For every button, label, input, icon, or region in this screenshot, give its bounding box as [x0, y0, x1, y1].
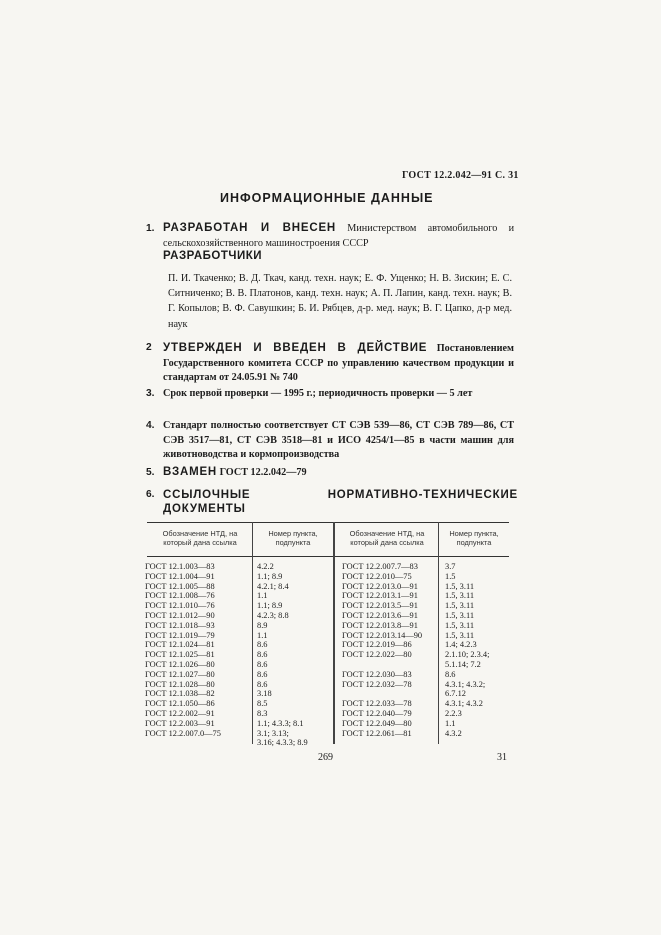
developers-list: П. И. Ткаченко; В. Д. Ткач, канд. техн. наук; Е. Ф. Ущенко; Н. В. Зискин; Е. С. Ситниченко; В. В. Платонов, канд. техн. наук; А. П. Лапин, канд. техн. наук; В. Г. Копылов; В. Ф. Савушкин; Б. И. Рябцев, д-р. мед. наук; В. Г. Цапко, д-р мед. наук	[168, 273, 512, 330]
section-2-number: 2	[146, 342, 152, 353]
section-2-text: Постановлением Государственного комитета СССР по управлению качеством продукции и стандартам от 24.05.91 № 740	[163, 343, 514, 383]
section-4-text: Стандарт полностью соответствует СТ СЭВ 539—86, СТ СЭВ 789—86, СТ СЭВ 3517—81, СТ СЭВ 3518—81 и ИСО 4254/1—85 в части машин для животноводства и кормопроизводства	[163, 420, 514, 461]
section-3-text: Срок первой проверки — 1995 г.; периодичность проверки — 5 лет	[163, 388, 473, 399]
section-5-number: 5.	[146, 467, 155, 478]
page-number-center: 269	[318, 752, 333, 763]
header-right-doc: Обозначение НТД, на который дана ссылка	[349, 529, 425, 547]
section-5-text: ГОСТ 12.2.042—79	[219, 467, 307, 478]
section-2-heading: УТВЕРЖДЕН И ВВЕДЕН В ДЕЙСТВИЕ	[163, 342, 428, 354]
section-2	[146, 341, 514, 386]
section-1-heading: РАЗРАБОТАН И ВНЕСЕН	[163, 222, 337, 234]
table-header-rule	[147, 556, 509, 557]
section-4	[146, 419, 514, 463]
right-item-column: 3.7 1.5 1.5, 3.11 1.5, 3.11 1.5, 3.11 1.5, 3.11 1.5, 3.11 1.5, 3.11 1.4; 4.2.3 2.1.10; 2.3.4; 5.1.14; 7.2 8.6 4.3.1; 4.3.2; 6.7.12 4.3.1; 4.3.2 2.2.3 1.1 4.3.2	[445, 562, 490, 738]
section-5-heading: ВЗАМЕН	[163, 466, 218, 478]
section-1-number: 1.	[146, 223, 155, 234]
section-1-text: Министерством автомобильного и сельскохозяйственного машиностроения СССР	[163, 223, 515, 249]
header-right-item: Номер пункта, подпункта	[449, 529, 499, 547]
section-6-heading: ССЫЛОЧНЫЕ НОРМАТИВНО-ТЕХНИЧЕСКИЕ ДОКУМЕНТЫ	[163, 489, 518, 515]
section-6	[146, 488, 518, 516]
section-6-number: 6.	[146, 489, 155, 500]
page-number-right: 31	[497, 752, 507, 763]
table-top-rule	[147, 522, 509, 523]
section-4-number: 4.	[146, 420, 155, 431]
references-table	[145, 522, 509, 748]
right-doc-column: ГОСТ 12.2.007.7—83 ГОСТ 12.2.010—75 ГОСТ 12.2.013.0—91 ГОСТ 12.2.013.1—91 ГОСТ 12.2.013.5—91 ГОСТ 12.2.013.6—91 ГОСТ 12.2.013.8—91 ГОСТ 12.2.013.14—90 ГОСТ 12.2.019—86 ГОСТ 12.2.022—80 ГОСТ 12.2.030—83 ГОСТ 12.2.032—78 ГОСТ 12.2.033—78 ГОСТ 12.2.040—79 ГОСТ 12.2.049—80 ГОСТ 12.2.061—81	[342, 562, 423, 738]
table-divider-3	[438, 522, 439, 744]
left-doc-column: ГОСТ 12.1.003—83 ГОСТ 12.1.004—91 ГОСТ 12.1.005—88 ГОСТ 12.1.008—76 ГОСТ 12.1.010—76 ГОСТ 12.1.012—90 ГОСТ 12.1.018—93 ГОСТ 12.1.019—79 ГОСТ 12.1.024—81 ГОСТ 12.1.025—81 ГОСТ 12.1.026—80 ГОСТ 12.1.027—80 ГОСТ 12.1.028—80 ГОСТ 12.1.038—82 ГОСТ 12.1.050—86 ГОСТ 12.2.002—91 ГОСТ 12.2.003—91 ГОСТ 12.2.007.0—75	[145, 562, 221, 738]
section-1	[146, 221, 515, 251]
running-header: ГОСТ 12.2.042—91 С. 31	[402, 170, 519, 181]
header-left-doc: Обозначение НТД, на который дана ссылка	[162, 529, 238, 547]
section-3	[146, 386, 514, 401]
developers-heading: РАЗРАБОТЧИКИ	[163, 250, 262, 262]
table-divider-1	[252, 522, 253, 744]
left-item-column: 4.2.2 1.1; 8.9 4.2.1; 8.4 1.1 1.1; 8.9 4.2.3; 8.8 8.9 1.1 8.6 8.6 8.6 8.6 8.6 3.18 8.5 8.3 1.1; 4.3.3; 8.1 3.1; 3.13; 3.16; 4.3.3; 8.9	[257, 562, 308, 748]
header-left-item: Номер пункта, подпункта	[268, 529, 318, 547]
section-3-number: 3.	[146, 388, 155, 399]
table-divider-2	[333, 522, 335, 744]
section-5	[146, 465, 514, 480]
page-title: ИНФОРМАЦИОННЫЕ ДАННЫЕ	[220, 191, 434, 205]
